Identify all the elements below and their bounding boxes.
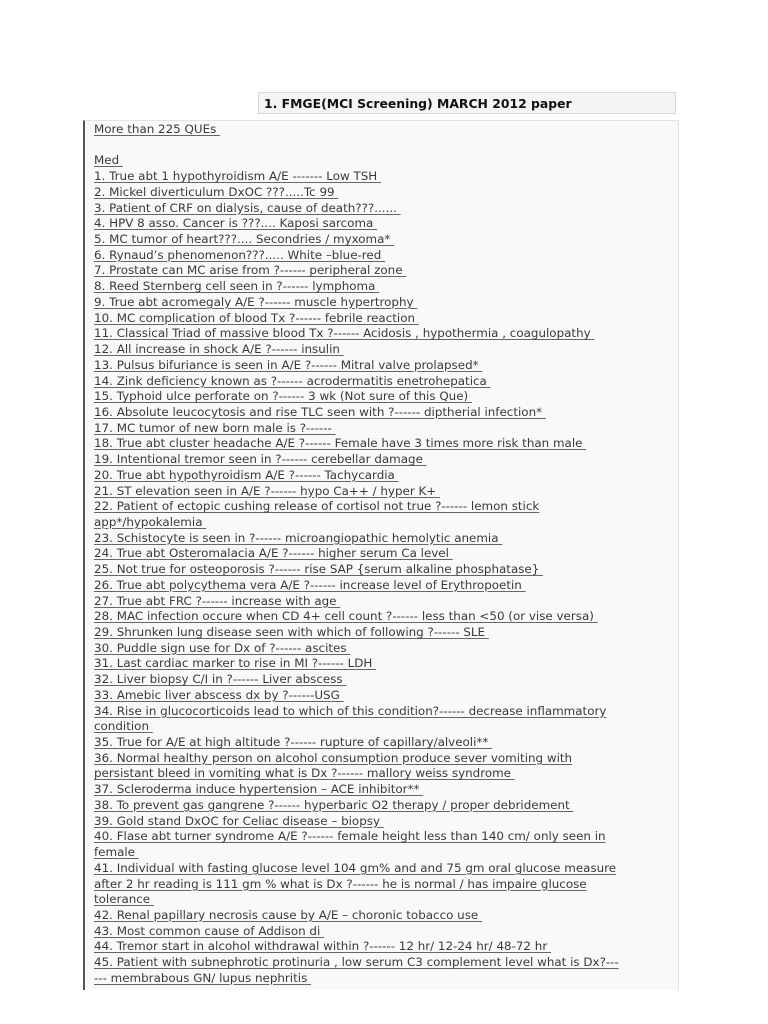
text-line xyxy=(94,971,678,987)
line-text: 32. Liver biopsy C/I in ?------ Liver abscess xyxy=(94,672,347,687)
text-line xyxy=(94,436,678,452)
text-line xyxy=(94,122,678,138)
line-text: 42. Renal papillary necrosis cause by A/E – choronic tobacco use xyxy=(94,907,482,922)
line-text: 44. Tremor start in alcohol withdrawal within ?------ 12 hr/ 12-24 hr/ 48-72 hr xyxy=(94,939,551,954)
text-line xyxy=(94,311,678,327)
text-line xyxy=(94,955,678,971)
text-line xyxy=(94,829,678,845)
line-text: 36. Normal healthy person on alcohol consumption produce sever vomiting with xyxy=(94,750,573,765)
text-line xyxy=(94,169,678,185)
text-line xyxy=(94,735,678,751)
line-text: 1. True abt 1 hypothyroidism A/E ------- Low TSH xyxy=(94,169,381,184)
text-line xyxy=(94,641,678,657)
text-line xyxy=(94,389,678,405)
text-line xyxy=(94,688,678,704)
text-line xyxy=(94,798,678,814)
text-line xyxy=(94,924,678,940)
line-text: 4. HPV 8 asso. Cancer is ???.... Kaposi sarcoma xyxy=(94,216,378,231)
text-line xyxy=(94,562,678,578)
line-text: after 2 hr reading is 111 gm % what is Dx ?------ he is normal / has impaire glucose xyxy=(94,876,587,891)
text-line xyxy=(94,704,678,720)
text-line xyxy=(94,908,678,924)
line-text: 34. Rise in glucocorticoids lead to which of this condition?------ decrease inflammatory xyxy=(94,703,607,718)
line-text: 10. MC complication of blood Tx ?------ febrile reaction xyxy=(94,310,419,325)
text-line xyxy=(94,452,678,468)
text-line xyxy=(94,531,678,547)
text-line xyxy=(94,877,678,893)
text-line xyxy=(94,326,678,342)
line-text: 30. Puddle sign use for Dx of ?------ ascites xyxy=(94,640,351,655)
line-text: 45. Patient with subnephrotic protinuria , low serum C3 complement level what is Dx?--- xyxy=(94,955,619,970)
line-text: 12. All increase in shock A/E ?------ insulin xyxy=(94,342,344,357)
line-text: 41. Individual with fasting glucose level 104 gm% and and 75 gm oral glucose measure xyxy=(94,860,617,875)
text-line xyxy=(94,263,678,279)
line-text: 14. Zink deficiency known as ?------ acrodermatitis enetrohepatica xyxy=(94,373,491,388)
line-text: 24. True abt Osteromalacia A/E ?------ higher serum Ca level xyxy=(94,546,453,561)
paper-title: 1. FMGE(MCI Screening) MARCH 2012 paper xyxy=(258,92,676,114)
document-body xyxy=(83,120,679,990)
line-text: 17. MC tumor of new born male is ?------ xyxy=(94,420,336,435)
line-text: 20. True abt hypothyroidism A/E ?------ Tachycardia xyxy=(94,467,399,482)
question-list xyxy=(94,122,678,987)
text-line xyxy=(94,814,678,830)
text-line xyxy=(94,625,678,641)
text-line xyxy=(94,421,678,437)
line-text: 38. To prevent gas gangrene ?------ hyperbaric O2 therapy / proper debridement xyxy=(94,797,574,812)
text-line xyxy=(94,499,678,515)
text-line xyxy=(94,342,678,358)
line-text: 25. Not true for osteoporosis ?------ rise SAP {serum alkaline phosphatase} xyxy=(94,562,544,577)
text-line xyxy=(94,939,678,955)
line-text: 33. Amebic liver abscess dx by ?------USG xyxy=(94,687,344,702)
text-line xyxy=(94,279,678,295)
text-line xyxy=(94,248,678,264)
line-text: 3. Patient of CRF on dialysis, cause of death???...... xyxy=(94,200,401,215)
line-text: 6. Rynaud’s phenomenon???..... White –blue-red xyxy=(94,247,386,262)
line-text: 2. Mickel diverticulum DxOC ???.....Tc 99 xyxy=(94,184,339,199)
text-line xyxy=(94,153,678,169)
line-text: 13. Pulsus bifuriance is seen in A/E ?------ Mitral valve prolapsed* xyxy=(94,357,483,372)
line-text: 29. Shrunken lung disease seen with which of following ?------ SLE xyxy=(94,625,489,639)
text-line xyxy=(94,295,678,311)
text-line xyxy=(94,892,678,908)
text-line xyxy=(94,609,678,625)
text-line xyxy=(94,766,678,782)
text-line xyxy=(94,185,678,201)
text-line xyxy=(94,719,678,735)
line-text: 11. Classical Triad of massive blood Tx ?------ Acidosis , hypothermia , coagulopathy xyxy=(94,326,595,341)
line-text: 27. True abt FRC ?------ increase with age xyxy=(94,593,341,608)
line-text: 43. Most common cause of Addison di xyxy=(94,923,325,938)
text-line xyxy=(94,672,678,688)
line-text: 5. MC tumor of heart???.... Secondries / myxoma* xyxy=(94,232,395,247)
line-text: More than 225 QUEs xyxy=(94,122,221,136)
line-text: --- membrabous GN/ lupus nephritis xyxy=(94,970,312,985)
line-text: 7. Prostate can MC arise from ?------ peripheral zone xyxy=(94,263,407,278)
line-text: 28. MAC infection occure when CD 4+ cell count ?------ less than <50 (or vise versa) xyxy=(94,609,598,624)
line-text: 23. Schistocyte is seen in ?------ microangiopathic hemolytic anemia xyxy=(94,530,503,545)
text-line xyxy=(94,861,678,877)
line-text: 22. Patient of ectopic cushing release of cortisol not true ?------ lemon stick xyxy=(94,499,540,514)
line-text: 26. True abt polycythema vera A/E ?------ increase level of Erythropoetin xyxy=(94,577,526,592)
line-text: 16. Absolute leucocytosis and rise TLC seen with ?------ diptherial infection* xyxy=(94,404,546,419)
text-line xyxy=(94,578,678,594)
text-line xyxy=(94,782,678,798)
text-line xyxy=(94,358,678,374)
line-text: tolerance xyxy=(94,892,154,907)
text-line xyxy=(94,546,678,562)
line-text: 9. True abt acromegaly A/E ?------ muscle hypertrophy xyxy=(94,294,418,309)
line-text: Med xyxy=(94,153,123,168)
text-line xyxy=(94,468,678,484)
text-line xyxy=(94,484,678,500)
line-text: 18. True abt cluster headache A/E ?------ Female have 3 times more risk than male xyxy=(94,436,587,451)
line-text: 19. Intentional tremor seen in ?------ cerebellar damage xyxy=(94,452,427,467)
text-line xyxy=(94,845,678,861)
text-line xyxy=(94,515,678,531)
text-line xyxy=(94,201,678,217)
text-line xyxy=(94,656,678,672)
line-text: 8. Reed Sternberg cell seen in ?------ lymphoma xyxy=(94,279,380,294)
text-line xyxy=(94,216,678,232)
line-text: 15. Typhoid ulce perforate on ?------ 3 wk (Not sure of this Que) xyxy=(94,389,472,404)
line-text: 39. Gold stand DxOC for Celiac disease – biopsy xyxy=(94,813,384,828)
line-text: 21. ST elevation seen in A/E ?------ hypo Ca++ / hyper K+ xyxy=(94,483,441,498)
line-text: condition xyxy=(94,719,153,734)
line-text: 40. Flase abt turner syndrome A/E ?------ female height less than 140 cm/ only seen in xyxy=(94,829,606,844)
line-text: 31. Last cardiac marker to rise in MI ?------ LDH xyxy=(94,656,377,671)
line-text: app*/hypokalemia xyxy=(94,514,207,529)
line-text: female xyxy=(94,845,139,860)
text-line xyxy=(94,594,678,610)
text-line xyxy=(94,405,678,421)
line-text: 37. Scleroderma induce hypertension – ACE inhibitor** xyxy=(94,782,424,797)
text-line xyxy=(94,751,678,767)
line-text: 35. True for A/E at high altitude ?------ rupture of capillary/alveoli** xyxy=(94,735,493,750)
text-line xyxy=(94,232,678,248)
text-line xyxy=(94,138,678,154)
line-text: persistant bleed in vomiting what is Dx ?------ mallory weiss syndrome xyxy=(94,766,515,781)
text-line xyxy=(94,374,678,390)
